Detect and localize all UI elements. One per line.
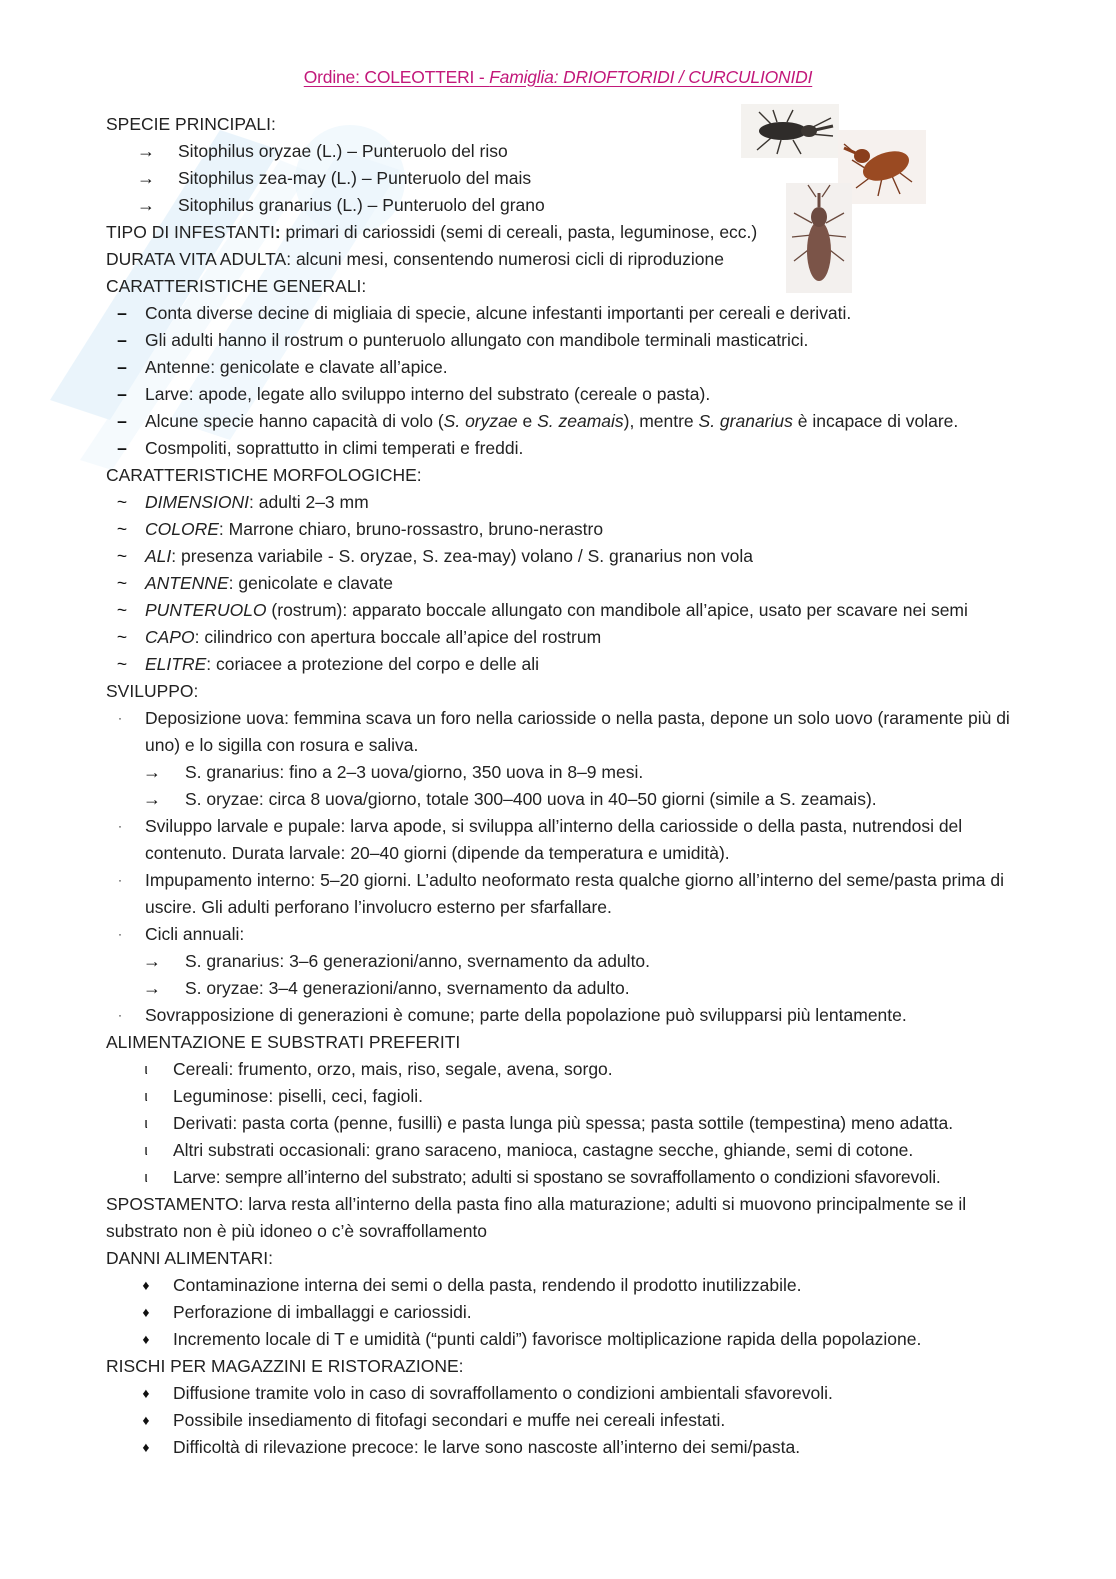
arrow-icon: → [143, 978, 161, 998]
development-subitem: → S. oryzae: circa 8 uova/giorno, totale 300–400 uova in 40–50 giorni (simile a S. zeamais). [106, 786, 1026, 813]
development-item: · Deposizione uova: femmina scava un foro nella cariosside o nella pasta, depone un solo uovo (raramente più di uno) e lo sigilla con rosura e saliva. [106, 705, 1026, 759]
iota-icon: ι [144, 1115, 148, 1132]
development-item: · Cicli annuali: [106, 921, 1026, 948]
general-item-flight: – Alcune specie hanno capacità di volo (S. oryzae e S. zeamais), mentre S. granarius è incapace di volare. [106, 408, 1026, 435]
document-body [106, 111, 1026, 1461]
diamond-icon: ♦ [142, 1331, 150, 1347]
feeding-item: ι Derivati: pasta corta (penne, fusilli) e pasta lunga più spessa; pasta sottile (tempestina) meno adatta. [106, 1110, 1026, 1137]
damage-item: ♦ Contaminazione interna dei semi o della pasta, rendendo il prodotto inutilizzabile. [106, 1272, 1026, 1299]
morphology-item: ~ PUNTERUOLO (rostrum): apparato boccale allungato con mandibole all’apice, usato per scavare nei semi [106, 597, 1026, 624]
species-item: → Sitophilus oryzae (L.) – Punteruolo del riso [106, 138, 1026, 165]
dot-icon: · [118, 1008, 122, 1022]
risk-item: ♦ Possibile insediamento di fitofagi secondari e muffe nei cereali infestati. [106, 1407, 1026, 1434]
infestant-type: TIPO DI INFESTANTI: primari di cariossidi (semi di cereali, pasta, leguminose, ecc.) [106, 222, 758, 242]
damage-heading: DANNI ALIMENTARI: [106, 1248, 273, 1268]
development-subitem: → S. granarius: 3–6 generazioni/anno, svernamento da adulto. [106, 948, 1026, 975]
species-heading: SPECIE PRINCIPALI: [106, 114, 276, 134]
general-item: – Gli adulti hanno il rostrum o punteruolo allungato con mandibole terminali masticatrici. [106, 327, 1026, 354]
iota-icon: ι [144, 1169, 148, 1186]
dot-icon: · [118, 873, 122, 887]
general-item: – Larve: apode, legate allo sviluppo interno del substrato (cereale o pasta). [106, 381, 1026, 408]
general-heading: CARATTERISTICHE GENERALI: [106, 276, 367, 296]
arrow-icon: → [143, 951, 161, 971]
diamond-icon: ♦ [142, 1304, 150, 1320]
tilde-icon: ~ [116, 627, 128, 647]
arrow-icon: → [137, 141, 155, 161]
risk-item: ♦ Diffusione tramite volo in caso di sovraffollamento o condizioni ambientali sfavorevoli. [106, 1380, 1026, 1407]
general-item: – Conta diverse decine di migliaia di specie, alcune infestanti importanti per cereali e derivati. [106, 300, 1026, 327]
diamond-icon: ♦ [142, 1412, 150, 1428]
page-title [0, 67, 1116, 88]
general-item: – Antenne: genicolate e clavate all’apice. [106, 354, 1026, 381]
feeding-item: ι Larve: sempre all’interno del substrato; adulti si spostano se sovraffollamento o condizioni sfavorevoli. [106, 1164, 1026, 1191]
movement-paragraph: SPOSTAMENTO: larva resta all’interno della pasta fino alla maturazione; adulti si muovono principalmente se il substrato non è più idoneo o c’è sovraffollamento [106, 1194, 967, 1241]
feeding-heading: ALIMENTAZIONE E SUBSTRATI PREFERITI [106, 1032, 461, 1052]
dash-icon: – [117, 303, 127, 323]
title-order: Ordine: COLEOTTERI - [303, 67, 490, 87]
development-subitem: → S. granarius: fino a 2–3 uova/giorno, 350 uova in 8–9 mesi. [106, 759, 1026, 786]
damage-item: ♦ Perforazione di imballaggi e cariossidi. [106, 1299, 1026, 1326]
dash-icon: – [117, 384, 127, 404]
morphology-item: ~ DIMENSIONI: adulti 2–3 mm [106, 489, 1026, 516]
tilde-icon: ~ [116, 519, 128, 539]
tilde-icon: ~ [116, 654, 128, 674]
diamond-icon: ♦ [142, 1439, 150, 1455]
arrow-icon: → [137, 168, 155, 188]
arrow-icon: → [137, 195, 155, 215]
development-item: · Impupamento interno: 5–20 giorni. L’adulto neoformato resta qualche giorno all’interno del seme/pasta prima di uscire. Gli adulti perforano l’involucro esterno per sfarfallare. [106, 867, 1026, 921]
tilde-icon: ~ [116, 492, 128, 512]
dash-icon: – [117, 438, 127, 458]
species-item: → Sitophilus granarius (L.) – Punteruolo del grano [106, 192, 1026, 219]
morphology-item: ~ ELITRE: coriacee a protezione del corpo e delle ali [106, 651, 1026, 678]
morphology-heading: CARATTERISTICHE MORFOLOGICHE: [106, 465, 422, 485]
arrow-icon: → [143, 789, 161, 809]
iota-icon: ι [144, 1061, 148, 1078]
morphology-item: ~ CAPO: cilindrico con apertura boccale all’apice del rostrum [106, 624, 1026, 651]
development-item: · Sovrapposizione di generazioni è comune; parte della popolazione può svilupparsi più lentamente. [106, 1002, 1026, 1029]
feeding-item: ι Altri substrati occasionali: grano saraceno, manioca, castagne secche, ghiande, semi di cotone. [106, 1137, 1026, 1164]
dash-icon: – [117, 357, 127, 377]
dot-icon: · [118, 711, 122, 725]
damage-item: ♦ Incremento locale di T e umidità (“punti caldi”) favorisce moltiplicazione rapida della popolazione. [106, 1326, 1026, 1353]
species-item: → Sitophilus zea-may (L.) – Punteruolo del mais [106, 165, 1026, 192]
dot-icon: · [118, 819, 122, 833]
development-subitem: → S. oryzae: 3–4 generazioni/anno, svernamento da adulto. [106, 975, 1026, 1002]
dash-icon: – [117, 330, 127, 350]
feeding-item: ι Leguminose: piselli, ceci, fagioli. [106, 1083, 1026, 1110]
diamond-icon: ♦ [142, 1277, 150, 1293]
risk-item: ♦ Difficoltà di rilevazione precoce: le larve sono nascoste all’interno dei semi/pasta. [106, 1434, 1026, 1461]
tilde-icon: ~ [116, 546, 128, 566]
development-heading: SVILUPPO: [106, 681, 199, 701]
iota-icon: ι [144, 1142, 148, 1159]
feeding-item: ι Cereali: frumento, orzo, mais, riso, segale, avena, sorgo. [106, 1056, 1026, 1083]
development-item: · Sviluppo larvale e pupale: larva apode, si sviluppa all’interno della cariosside o della pasta, nutrendosi del contenuto. Durata larvale: 20–40 giorni (dipende da temperatura e umidità). [106, 813, 1026, 867]
morphology-item: ~ ANTENNE: genicolate e clavate [106, 570, 1026, 597]
tilde-icon: ~ [116, 600, 128, 620]
dot-icon: · [118, 927, 122, 941]
tilde-icon: ~ [116, 573, 128, 593]
morphology-item: ~ COLORE: Marrone chiaro, bruno-rossastro, bruno-nerastro [106, 516, 1026, 543]
diamond-icon: ♦ [142, 1385, 150, 1401]
title-family: Famiglia: DRIOFTORIDI / CURCULIONIDI [489, 67, 813, 87]
adult-lifespan: DURATA VITA ADULTA: alcuni mesi, consentendo numerosi cicli di riproduzione [106, 249, 724, 269]
morphology-item: ~ ALI: presenza variabile - S. oryzae, S. zea-may) volano / S. granarius non vola [106, 543, 1026, 570]
general-item: – Cosmpoliti, soprattutto in climi temperati e freddi. [106, 435, 1026, 462]
iota-icon: ι [144, 1088, 148, 1105]
arrow-icon: → [143, 762, 161, 782]
risk-heading: RISCHI PER MAGAZZINI E RISTORAZIONE: [106, 1356, 464, 1376]
dash-icon: – [117, 411, 127, 431]
